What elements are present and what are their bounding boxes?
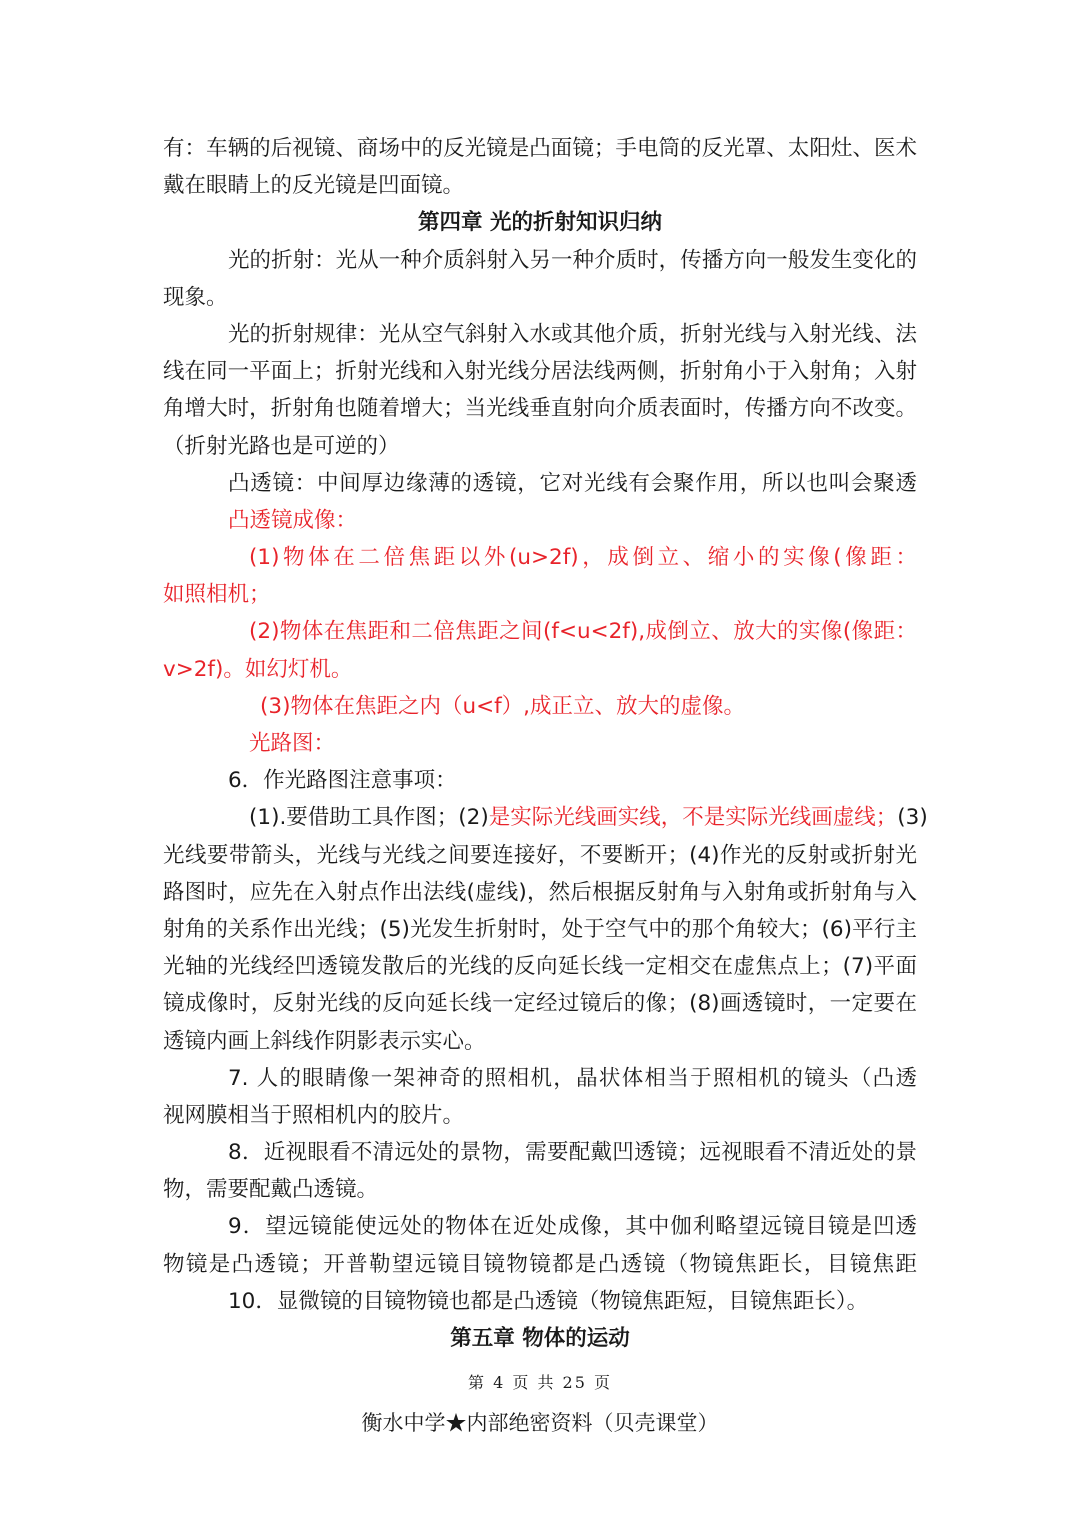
text-line: 镜成像时，反射光线的反向延长线一定经过镜后的像；(8)画透镜时，一定要在 [163,991,917,1017]
highlight-segment: 是实际光线画实线，不是实际光线画虚线； [488,805,898,831]
highlight-line: (1)物体在二倍焦距以外(u>2f)，成倒立、缩小的实像(像距： [249,545,917,571]
highlight-line: (3)物体在焦距之内（u<f）,成正立、放大的虚像。 [260,693,746,719]
text-line: 光的折射：光从一种介质斜射入另一种介质时，传播方向一般发生变化的 [228,247,917,273]
text-segment: (1).要借助工具作图；(2) [249,805,489,831]
mixed-line [163,799,928,836]
text-line: 8．近视眼看不清远处的景物，需要配戴凹透镜；远视眼看不清近处的景 [228,1140,917,1166]
text-line: 光轴的光线经凹透镜发散后的光线的反向延长线一定相交在虚焦点上；(7)平面 [163,954,917,980]
text-line: 9．望远镜能使远处的物体在近处成像，其中伽利略望远镜目镜是凹透 [228,1214,917,1240]
footer-note: 衡水中学★内部绝密资料（贝壳课堂） [361,1411,719,1435]
text-line: 透镜内画上斜线作阴影表示实心。 [163,1028,486,1054]
text-line: 物，需要配戴凸透镜。 [163,1177,379,1203]
document-body [163,130,928,1357]
highlight-line: 如照相机； [163,582,271,608]
text-line: 现象。 [163,284,228,310]
text-segment: (3) [897,805,928,831]
highlight-line: v>2f)。如幻灯机。 [163,656,353,682]
text-line: 7. 人的眼睛像一架神奇的照相机，晶状体相当于照相机的镜头（凸透 [228,1065,917,1091]
text-line: 6．作光路图注意事项： [228,768,457,794]
text-line: 射角的关系作出光线；(5)光发生折射时，处于空气中的那个角较大；(6)平行主 [163,916,917,942]
text-line: 光的折射规律：光从空气斜射入水或其他介质，折射光线与入射光线、法 [228,321,917,347]
text-line: 物镜是凸透镜；开普勒望远镜目镜物镜都是凸透镜（物镜焦距长，目镜焦距 [163,1251,917,1277]
text-line: 10．显微镜的目镜物镜也都是凸透镜（物镜焦距短，目镜焦距长）。 [228,1288,869,1314]
text-line: 光线要带箭头，光线与光线之间要连接好，不要断开；(4)作光的反射或折射光 [163,842,917,868]
text-line: （折射光路也是可逆的） [163,433,400,459]
text-line: 有：车辆的后视镜、商场中的反光镜是凸面镜；手电筒的反光罩、太阳灶、医术 [163,136,917,161]
chapter-heading: 第四章 光的折射知识归纳 [418,210,662,236]
highlight-line: 凸透镜成像： [228,507,358,533]
highlight-line: 光路图： [249,731,336,756]
page-number: 第 4 页 共 25 页 [468,1373,612,1392]
highlight-line: (2)物体在焦距和二倍焦距之间(f<u<2f),成倒立、放大的实像(像距： [249,619,917,645]
chapter-heading: 第五章 物体的运动 [450,1326,630,1351]
text-line: 视网膜相当于照相机内的胶片。 [163,1102,465,1128]
text-line: 路图时，应先在入射点作出法线(虚线)，然后根据反射角与入射角或折射角与入 [163,879,917,905]
text-line: 角增大时，折射角也随着增大；当光线垂直射向介质表面时，传播方向不改变。 [163,396,917,422]
text-line: 凸透镜：中间厚边缘薄的透镜，它对光线有会聚作用，所以也叫会聚透 [228,470,917,496]
text-line: 线在同一平面上；折射光线和入射光线分居法线两侧，折射角小于入射角；入射 [163,359,917,385]
text-line: 戴在眼睛上的反光镜是凹面镜。 [163,173,465,199]
